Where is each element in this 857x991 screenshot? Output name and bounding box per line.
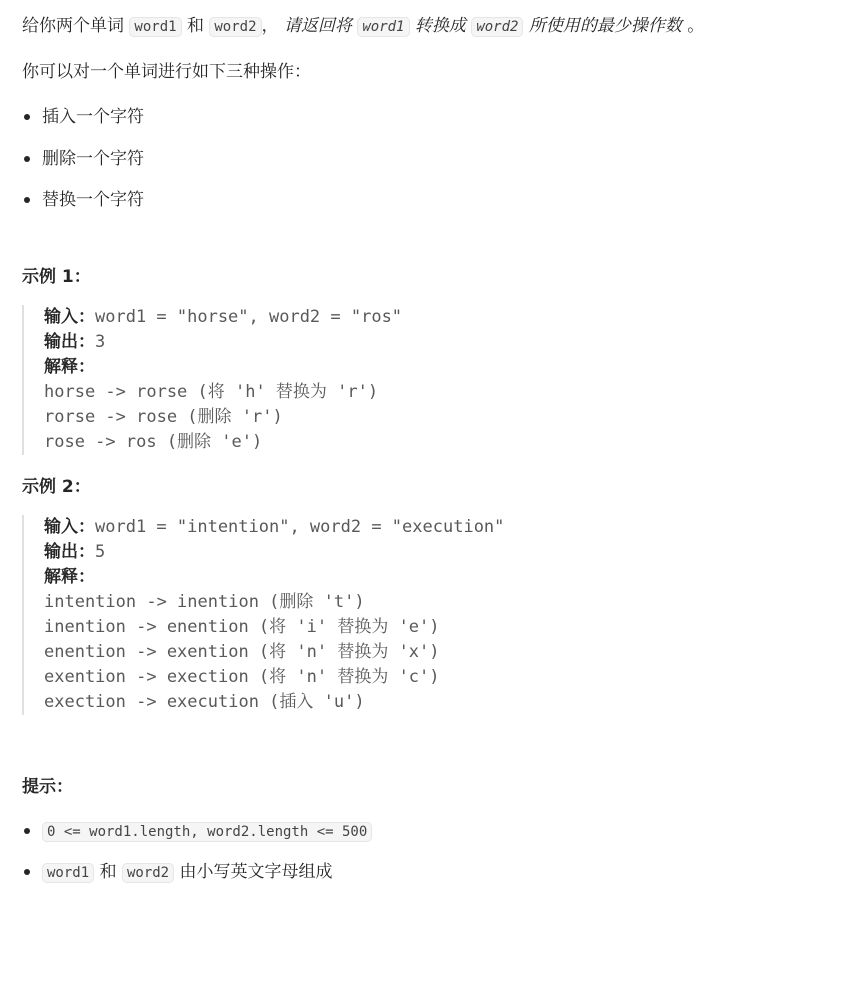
tips-title: 提示：	[22, 777, 73, 797]
explain-label: 解释：	[44, 567, 95, 587]
input-label: 输入：	[44, 517, 95, 537]
tips-list	[22, 819, 842, 885]
explain-step: intention -> inention (删除 't')	[44, 592, 365, 612]
emphasized-text: 所使用的最少操作数	[528, 16, 682, 36]
explain-step: rorse -> rose (删除 'r')	[44, 407, 283, 427]
output-value: 5	[95, 542, 106, 562]
inline-code-word2: word2	[209, 17, 261, 37]
problem-description	[22, 14, 842, 901]
explain-step: exection -> execution (插入 'u')	[44, 692, 365, 712]
tip-text: 由小写英文字母组成	[179, 862, 333, 882]
operations-list	[22, 105, 842, 212]
list-item	[22, 819, 842, 844]
problem-statement	[22, 14, 842, 38]
list-item: 删除一个字符	[22, 147, 842, 171]
inline-code-word1: word1	[129, 17, 181, 37]
list-item: 插入一个字符	[22, 105, 842, 129]
inline-code-word1: word1	[357, 17, 409, 37]
input-label: 输入：	[44, 307, 95, 327]
input-value: word1 = "intention", word2 = "execution"	[95, 517, 505, 537]
explain-step: exention -> exection (将 'n' 替换为 'c')	[44, 667, 440, 687]
example-2-title: 示例 2：	[22, 477, 91, 497]
example-input-line	[44, 305, 842, 330]
input-value: word1 = "horse", word2 = "ros"	[95, 307, 403, 327]
intro-text: 和	[186, 16, 204, 36]
intro-text: 给你两个单词	[22, 16, 124, 36]
output-label: 输出：	[44, 542, 95, 562]
example-explain-line	[44, 355, 842, 380]
emphasized-text: 转换成	[414, 16, 466, 36]
explain-step: rose -> ros (删除 'e')	[44, 432, 263, 452]
tip-text: 和	[99, 862, 117, 882]
inline-code-constraint: 0 <= word1.length, word2.length <= 500	[42, 822, 372, 842]
operations-intro: 你可以对一个单词进行如下三种操作：	[22, 62, 311, 82]
explain-step: inention -> enention (将 'i' 替换为 'e')	[44, 617, 440, 637]
example-2-block	[22, 515, 842, 715]
example-input-line	[44, 515, 842, 540]
example-explain-line	[44, 565, 842, 590]
output-value: 3	[95, 332, 106, 352]
explain-label: 解释：	[44, 357, 95, 377]
intro-text: ，	[261, 16, 279, 36]
inline-code-word2: word2	[122, 863, 174, 883]
explain-step: horse -> rorse (将 'h' 替换为 'r')	[44, 382, 379, 402]
intro-text: 。	[687, 16, 705, 36]
explain-step: enention -> exention (将 'n' 替换为 'x')	[44, 642, 440, 662]
example-output-line	[44, 540, 842, 565]
example-1-title: 示例 1：	[22, 267, 91, 287]
emphasized-text: 请返回将	[283, 16, 352, 36]
inline-code-word1: word1	[42, 863, 94, 883]
list-item	[22, 860, 842, 885]
example-1-block	[22, 305, 842, 455]
list-item: 替换一个字符	[22, 188, 842, 212]
output-label: 输出：	[44, 332, 95, 352]
example-output-line	[44, 330, 842, 355]
inline-code-word2: word2	[471, 17, 523, 37]
